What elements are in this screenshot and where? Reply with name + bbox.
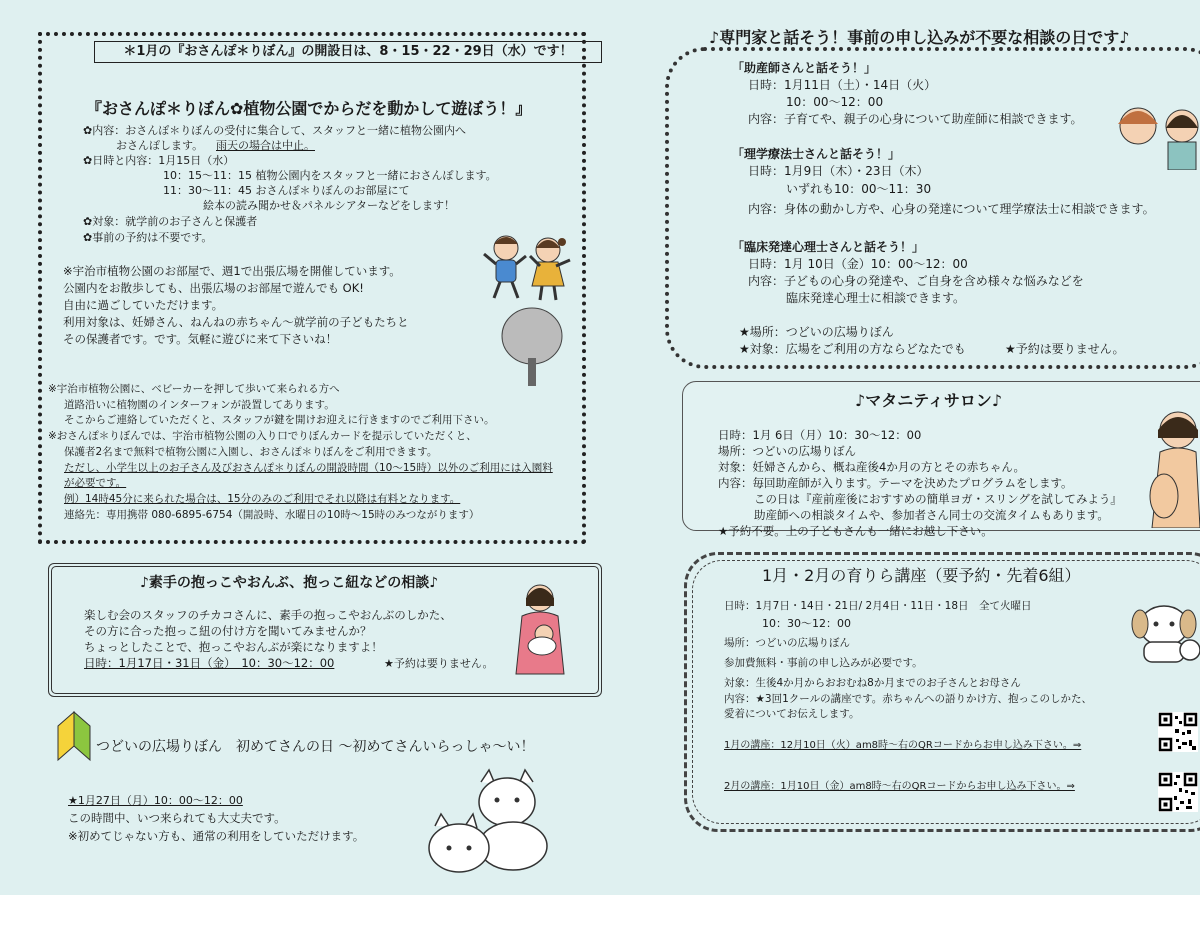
- course-content: 内容：★3回1クールの講座です。赤ちゃんへの語りかけ方、抱っこのしかた、: [724, 693, 1093, 705]
- psych-content: 内容：子どもの心身の発達や、ご自身を含め様々な悩みなどを: [748, 274, 1084, 288]
- beginner-leaf-icon: [52, 708, 96, 768]
- osanpo-content-line: ✿内容：おさんぽ＊りぼんの受付に集合して、スタッフと一緒に植物公園内へ: [83, 124, 466, 137]
- mother-holding-baby-illustration: [510, 582, 576, 680]
- midwife-time: 10：00～12：00: [786, 95, 884, 109]
- admission-fee-note: ただし、小学生以上のお子さん及びおさんぽ＊りぼんの開設時間（10～15時）以外のご利用には入園料: [64, 462, 553, 474]
- osanpo-time-line: 絵本の読み聞かせ＆パネルシアターなどをします！: [203, 199, 455, 212]
- osanpo-open-days-header: ＊1月の『おさんぽ＊りぼん』の開設日は、8・15・22・29日（水）です！: [94, 41, 602, 63]
- maternity-content: 助産師への相談タイムや、参加者さん同士の交流タイムもあります。: [754, 508, 1109, 522]
- maternity-target: 対象：妊婦さんから、概ね産後4か月の方とその赤ちゃん。: [718, 460, 1026, 474]
- osanpo-target: ✿対象：就学前のお子さんと保護者: [83, 215, 258, 228]
- kids-jumping-illustration: [482, 230, 578, 306]
- osanpo-time-line: 10：15～11：15 植物公園内をスタッフと一緒におさんぽします。: [163, 169, 497, 182]
- osanpo-content-line: おさんぽします。: [116, 139, 204, 152]
- midwife-date: 日時：1月11日（土）・14日（火）: [748, 78, 937, 92]
- carry-consult-line: その方に合った抱っこ紐の付け方を聞いてみませんか？: [84, 624, 372, 638]
- maternity-place: 場所：つどいの広場りぼん: [718, 444, 856, 458]
- rain-cancel-note: 雨天の場合は中止。: [216, 139, 315, 152]
- contact-phone: 連絡先：専用携帯 080-6895-6754（開設時、水曜日の10時～15時のみつながります）: [64, 509, 480, 521]
- experts-consult-title: ♪専門家と話そう！事前の申し込みが不要な相談の日です♪: [705, 30, 1133, 46]
- cats-illustration: [425, 768, 555, 878]
- midwife-content: 内容：子育てや、親子の心身について助産師に相談できます。: [748, 112, 1083, 126]
- osanpo-time-line: 11：30～11：45 おさんぽ＊りぼんのお部屋にて: [163, 184, 410, 197]
- maternity-content: 内容：毎回助産師が入ります。テーマを決めたプログラムをします。: [718, 476, 1073, 490]
- course-date: 日時：1月7日・14日・21日/ 2月4日・11日・18日 全て火曜日: [724, 600, 1032, 612]
- park-paragraph-line: 自由に過ごしていただけます。: [63, 298, 224, 312]
- carry-consult-line: ちょっとしたことで、抱っこやおんぶが楽になりますよ！: [84, 640, 383, 654]
- park-paragraph-line: その保護者です。です。気軽に遊びに来て下さいね！: [63, 332, 338, 346]
- course-target: 対象：生後4か月からおおむね8か月までのお子さんとお母さん: [724, 677, 1021, 689]
- maternity-content: この日は『産前産後におすすめの簡単ヨガ・スリングを試してみよう』: [754, 492, 1122, 506]
- stroller-note-line: そこからご連絡していただくと、スタッフが鍵を開けお迎えに行きますのでご利用下さい。: [64, 414, 495, 426]
- stroller-note-line: ※宇治市植物公園に、ベビーカーを押して歩いて来られる方へ: [48, 383, 340, 395]
- park-paragraph-line: 利用対象は、妊婦さん、ねんねの赤ちゃん～就学前の子どもたちと: [63, 315, 409, 329]
- experts-no-reserve: ★予約は要りません。: [1005, 342, 1125, 356]
- pt-date: 日時：1月9日（木）・23日（木）: [748, 164, 929, 178]
- park-paragraph-line: 公園内をお散歩しても、出張広場のお部屋で遊んでも OK!: [63, 281, 364, 295]
- first-timers-title: つどいの広場りぼん 初めてさんの日 ～初めてさんいらっしゃ～い！: [96, 739, 535, 755]
- carry-consult-title: ♪素手の抱っこやおんぶ、抱っこ紐などの相談♪: [140, 575, 439, 591]
- psych-title: 「臨床発達心理士さんと話そう！」: [732, 240, 925, 254]
- february-qr-code[interactable]: [1158, 772, 1198, 812]
- carry-consult-no-reserve: ★予約は要りません。: [384, 657, 494, 670]
- tree-illustration: [500, 306, 564, 390]
- pregnant-woman-illustration: [1144, 404, 1200, 528]
- course-content: 愛着についてお伝えします。: [724, 708, 860, 720]
- pt-content: 内容：身体の動かし方や、心身の発達について理学療法士に相談できます。: [748, 202, 1155, 216]
- course-fee: 参加費無料・事前の申し込みが必要です。: [724, 657, 923, 669]
- maternity-date: 日時：1月 6日（月）10：30～12：00: [718, 428, 922, 442]
- puppies-illustration: [1130, 598, 1200, 666]
- first-timers-date: ★1月27日（月）10：00～12：00: [68, 794, 243, 807]
- course-place: 場所：つどいの広場りぼん: [724, 637, 850, 649]
- parenting-course-title: 1月・2月の育りら講座（要予約・先着6組）: [762, 566, 1081, 585]
- pt-title: 「理学療法士さんと話そう！」: [732, 147, 901, 161]
- osanpo-reserve: ✿事前の予約は不要です。: [83, 231, 213, 244]
- osanpo-datetime: ✿日時と内容：1月15日（水）: [83, 154, 235, 167]
- experts-place: ★場所：つどいの広場りぼん: [739, 325, 894, 339]
- park-paragraph-line: ※宇治市植物公園のお部屋で、週1で出張広場を開催しています。: [63, 264, 401, 278]
- maternity-note: ★予約不要。上の子どもさんも一緒にお越し下さい。: [718, 524, 993, 538]
- example-fee-note: 例）14時45分に来られた場合は、15分のみのご利用でそれ以降は有料となります。: [64, 493, 461, 505]
- psych-date: 日時：1月 10日（金）10：00～12：00: [748, 257, 968, 271]
- stroller-note-line: 道路沿いに植物園のインターフォンが設置してあります。: [64, 399, 335, 411]
- january-course-apply[interactable]: 1月の講座：12月10日（火）am8時～右のQRコードからお申し込み下さい。⇒: [724, 740, 1082, 751]
- course-time: 10：30～12：00: [762, 617, 851, 630]
- pt-time: いずれも10：00～11：30: [786, 182, 932, 196]
- first-timers-line: ※初めてじゃない方も、通常の利用をしていただけます。: [68, 829, 365, 843]
- carry-consult-line: 楽しむ会のスタッフのチカコさんに、素手の抱っこやおんぶのしかた、: [84, 608, 452, 622]
- first-timers-line: この時間中、いつ来られても大丈夫です。: [68, 811, 286, 825]
- midwife-title: 「助産師さんと話そう！」: [732, 61, 877, 75]
- february-course-apply[interactable]: 2月の講座：1月10日（金）am8時～右のQRコードからお申し込み下さい。⇒: [724, 781, 1075, 792]
- experts-target: ★対象：広場をご利用の方ならどなたでも: [739, 342, 966, 356]
- ribbon-card-note-line: 保護者2名まで無料で植物公園に入園し、おさんぽ＊りぼんをご利用できます。: [64, 446, 438, 458]
- admission-fee-note: が必要です。: [64, 477, 127, 489]
- ribbon-card-note-line: ※おさんぽ＊りぼんでは、宇治市植物公園の入り口でりぼんカードを提示していただくと、: [48, 430, 477, 442]
- psych-content: 臨床発達心理士に相談できます。: [786, 291, 966, 305]
- january-qr-code[interactable]: [1158, 712, 1198, 752]
- carry-consult-datetime: 日時：1月17日・31日（金） 10：30～12：00: [84, 656, 335, 670]
- maternity-salon-title: ♪マタニティサロン♪: [855, 391, 1003, 410]
- midwife-illustration: [1108, 98, 1200, 170]
- osanpo-event-title: 『おさんぽ＊りぼん✿植物公園でからだを動かして遊ぼう！』: [86, 99, 532, 118]
